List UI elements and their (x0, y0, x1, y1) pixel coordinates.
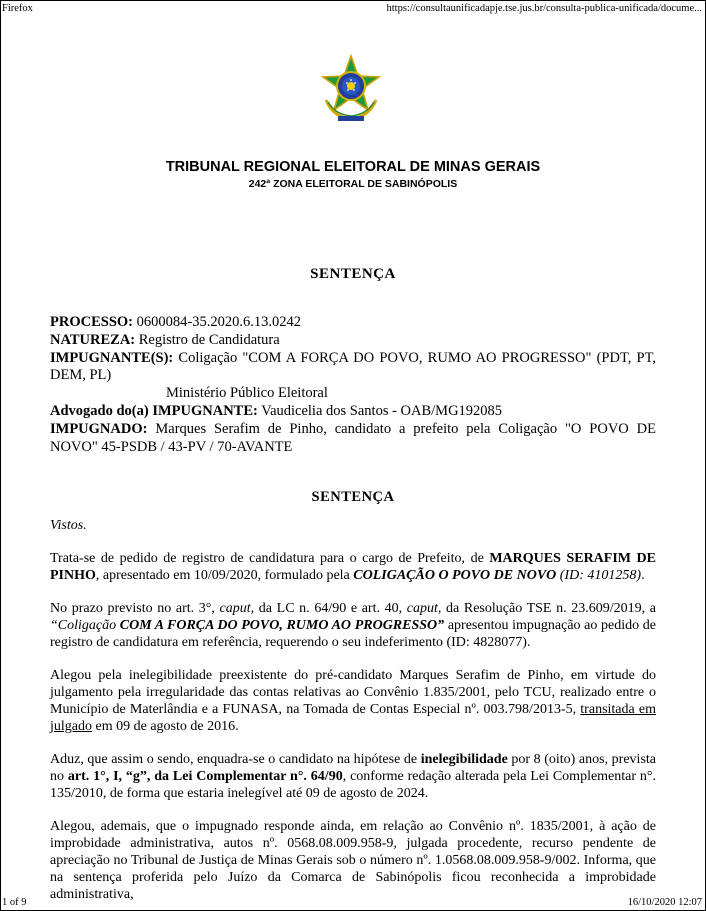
court-name: TRIBUNAL REGIONAL ELEITORAL DE MINAS GERAIS (165, 159, 541, 175)
browser-app-name: Firefox (2, 3, 33, 14)
electoral-zone: 242ª ZONA ELEITORAL DE SABINÓPOLIS (248, 178, 458, 190)
paragraph-5: Alegou, ademais, que o impugnado responde ainda, em relação ao Convênio nº. 1835/2001, à ação de improbidade administrativa, autos nº. 0568.08.009.958-9, julgada procedente, recurso pendente de apreciação no Tribunal de Justiça de Minas Gerais sob o número nº. 1.0568.08.009.958-9/002. Informa, que na sentença proferida pelo Juízo da Comarca de Sabinópolis ficou reconhecida a improbidade administrativa, (50, 819, 656, 902)
impugnantes-line: IMPUGNANTE(S): Coligação "COM A FORÇA DO POVO, RUMO AO PROGRESSO" (PDT, PT, DEM, PL) (50, 349, 656, 384)
sentence-body (50, 517, 656, 903)
processo-line: PROCESSO: 0600084-35.2020.6.13.0242 (50, 314, 301, 330)
page-url: https://consultaunificadapje.tse.jus.br/consulta-publica-unificada/docume... (386, 3, 702, 14)
section-title: SENTENÇA (311, 489, 395, 505)
brazil-coat-of-arms-icon (318, 54, 384, 124)
case-metadata (50, 314, 656, 456)
advogado-line: Advogado do(a) IMPUGNANTE: Vaudicelia dos Santos - OAB/MG192085 (50, 402, 503, 419)
paragraph-4: Aduz, que assim o sendo, enquadra-se o candidato na hipótese de inelegibilidade por 8 (oito) anos, prevista no art. 1°, I, “g”, da Lei Complementar n°. 64/90, conforme redação alterada pela Lei Complementar n°. 135/2010, de forma que estaria inelegível até 09 de agosto de 2024. (50, 752, 657, 801)
document-title: SENTENÇA (310, 266, 396, 282)
natureza-line: NATUREZA: Registro de Candidatura (50, 331, 280, 348)
paragraph-2: No prazo previsto no art. 3°, caput, da LC n. 64/90 e art. 40, caput, da Resolução TSE n. 23.609/2019, a “Coligação COM A FORÇA DO POVO, RUMO AO PROGRESSO” apresentou impugnação ao pedido de registro de candidatura em referência, requerendo o seu indeferimento (ID: 4828077). (50, 601, 656, 650)
print-datetime: 16/10/2020 12:07 (627, 897, 702, 908)
vistos-paragraph: Vistos. (50, 518, 87, 533)
impugnante-mp-line: Ministério Público Eleitoral (166, 385, 328, 402)
paragraph-1: Trata-se de pedido de registro de candidatura para o cargo de Prefeito, de MARQUES SERAFIM DE PINHO, apresentado em 10/09/2020, formulado pela COLIGAÇÃO O POVO DE NOVO (ID: 4101258). (50, 551, 656, 583)
paragraph-3: Alegou pela inelegibilidade preexistente do pré-candidato Marques Serafim de Pinho, em virtude do julgamento pela irregularidade das contas relativas ao Convênio 1.835/2001, pelo TCU, realizado entre o Município de Materlândia e a FUNASA, na Tomada de Contas Especial nº. 003.798/2013-5, transitada em julgado em 09 de agosto de 2016. (50, 668, 657, 734)
page-indicator: 1 of 9 (2, 897, 27, 908)
impugnado-line: IMPUGNADO: Marques Serafim de Pinho, candidato a prefeito pela Coligação "O POVO DE NOVO" 45-PSDB / 43-PV / 70-AVANTE (50, 420, 656, 455)
